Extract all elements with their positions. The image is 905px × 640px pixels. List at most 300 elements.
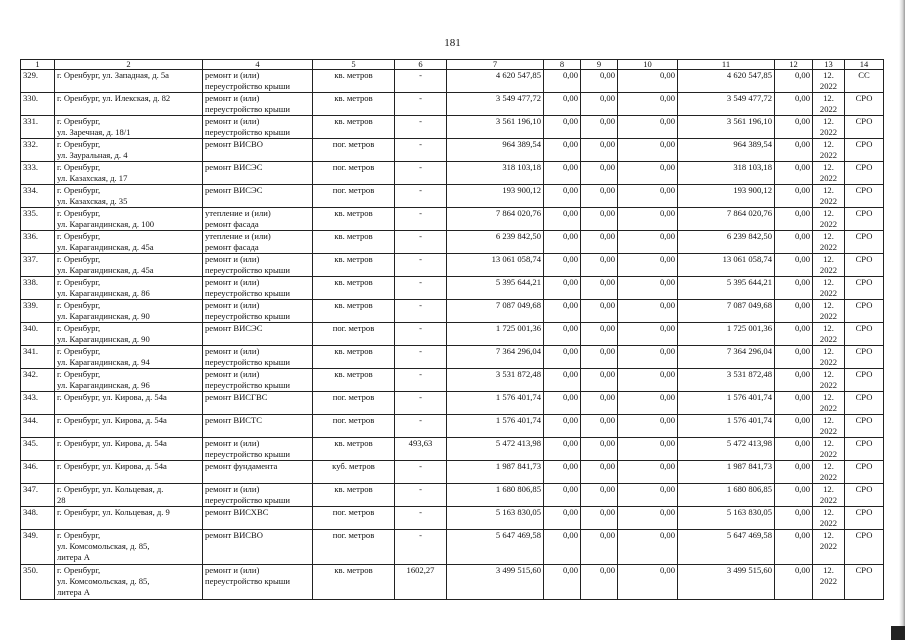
total-cost-cell: 1 576 401,74 — [447, 415, 544, 438]
work-type-cell — [203, 461, 313, 484]
cost-col10-cell: 0,00 — [618, 277, 678, 300]
cost-col11-cell: 13 061 058,74 — [678, 254, 775, 277]
cost-col8-cell: 0,00 — [544, 162, 581, 185]
work-type-cell — [203, 116, 313, 139]
quantity-cell: - — [395, 300, 447, 323]
row-number: 343. — [21, 392, 55, 415]
address-cell-line: ул. Карагандинская, д. 94 — [57, 357, 150, 367]
address-cell-line: г. Оренбург, — [57, 346, 101, 356]
address-cell-line: г. Оренбург, ул. Западная, д. 5а — [57, 70, 169, 80]
table-row — [21, 415, 884, 438]
deadline-cell-line: 12. — [823, 116, 834, 126]
row-number: 336. — [21, 231, 55, 254]
address-cell — [55, 277, 203, 300]
address-cell-line: г. Оренбург, — [57, 231, 101, 241]
deadline-cell-line: 12. — [823, 139, 834, 149]
row-number: 330. — [21, 93, 55, 116]
address-cell-line: г. Оренбург, ул. Кольцевая, д. — [57, 484, 164, 494]
unit-cell: кв. метров — [313, 277, 395, 300]
unit-cell: кв. метров — [313, 300, 395, 323]
cost-col8-cell: 0,00 — [544, 116, 581, 139]
column-header: 4 — [203, 60, 313, 70]
work-type-cell-line: ремонт и (или) — [205, 346, 260, 356]
method-cell: СРО — [845, 438, 884, 461]
address-cell-line: ул. Карагандинская, д. 96 — [57, 380, 150, 390]
address-cell-line: литера А — [57, 587, 90, 597]
total-cost-cell: 4 620 547,85 — [447, 70, 544, 93]
cost-col12-cell: 0,00 — [775, 231, 813, 254]
address-cell-line: ул. Заречная, д. 18/1 — [57, 127, 131, 137]
table-row — [21, 461, 884, 484]
total-cost-cell: 6 239 842,50 — [447, 231, 544, 254]
cost-col12-cell: 0,00 — [775, 438, 813, 461]
total-cost-cell: 3 561 196,10 — [447, 116, 544, 139]
total-cost-cell: 5 647 469,58 — [447, 530, 544, 565]
deadline-cell — [813, 231, 845, 254]
method-cell: СРО — [845, 461, 884, 484]
cost-col9-cell: 0,00 — [581, 392, 618, 415]
cost-col10-cell: 0,00 — [618, 530, 678, 565]
work-type-cell-line: ремонт фасада — [205, 219, 259, 229]
deadline-cell-line: 12. — [823, 565, 834, 575]
work-type-cell — [203, 438, 313, 461]
address-cell-line: литера А — [57, 552, 90, 562]
cost-col10-cell: 0,00 — [618, 254, 678, 277]
column-header: 5 — [313, 60, 395, 70]
cost-col10-cell: 0,00 — [618, 300, 678, 323]
cost-col11-cell: 318 103,18 — [678, 162, 775, 185]
unit-cell: кв. метров — [313, 484, 395, 507]
address-cell — [55, 231, 203, 254]
deadline-cell — [813, 415, 845, 438]
row-number: 345. — [21, 438, 55, 461]
deadline-cell — [813, 438, 845, 461]
work-type-cell — [203, 208, 313, 231]
address-cell — [55, 438, 203, 461]
table-row — [21, 530, 884, 565]
cost-col8-cell: 0,00 — [544, 507, 581, 530]
total-cost-cell: 5 472 413,98 — [447, 438, 544, 461]
cost-col12-cell: 0,00 — [775, 392, 813, 415]
cost-col8-cell: 0,00 — [544, 323, 581, 346]
work-type-cell-line: ремонт и (или) — [205, 277, 260, 287]
cost-col9-cell: 0,00 — [581, 116, 618, 139]
cost-col12-cell: 0,00 — [775, 300, 813, 323]
deadline-cell — [813, 93, 845, 116]
row-number: 338. — [21, 277, 55, 300]
cost-col9-cell: 0,00 — [581, 185, 618, 208]
cost-col11-cell: 5 395 644,21 — [678, 277, 775, 300]
row-number: 350. — [21, 565, 55, 600]
deadline-cell-line: 2022 — [819, 265, 838, 275]
deadline-cell — [813, 323, 845, 346]
cost-col8-cell: 0,00 — [544, 93, 581, 116]
table-row — [21, 277, 884, 300]
unit-cell: пог. метров — [313, 323, 395, 346]
cost-col10-cell: 0,00 — [618, 116, 678, 139]
column-header: 11 — [678, 60, 775, 70]
cost-col8-cell: 0,00 — [544, 438, 581, 461]
quantity-cell: 493,63 — [395, 438, 447, 461]
cost-col11-cell: 964 389,54 — [678, 139, 775, 162]
deadline-cell-line: 2022 — [819, 173, 838, 183]
cost-col11-cell: 1 987 841,73 — [678, 461, 775, 484]
work-type-cell-line: ремонт ВИСВО — [205, 530, 263, 540]
deadline-cell — [813, 277, 845, 300]
cost-col10-cell: 0,00 — [618, 208, 678, 231]
method-cell: СС — [845, 70, 884, 93]
cost-col12-cell: 0,00 — [775, 323, 813, 346]
address-cell-line: ул. Карагандинская, д. 90 — [57, 334, 150, 344]
row-number: 331. — [21, 116, 55, 139]
address-cell-line: ул. Карагандинская, д. 100 — [57, 219, 155, 229]
address-cell — [55, 346, 203, 369]
column-header: 10 — [618, 60, 678, 70]
column-header: 12 — [775, 60, 813, 70]
work-type-cell-line: ремонт фасада — [205, 242, 259, 252]
cost-col10-cell: 0,00 — [618, 346, 678, 369]
work-type-cell — [203, 277, 313, 300]
cost-col9-cell: 0,00 — [581, 530, 618, 565]
unit-cell: пог. метров — [313, 415, 395, 438]
deadline-cell — [813, 461, 845, 484]
work-type-cell-line: ремонт ВИСЭС — [205, 162, 263, 172]
total-cost-cell: 318 103,18 — [447, 162, 544, 185]
work-type-cell — [203, 162, 313, 185]
row-number: 347. — [21, 484, 55, 507]
deadline-cell-line: 12. — [823, 415, 834, 425]
cost-col8-cell: 0,00 — [544, 461, 581, 484]
column-header: 1 — [21, 60, 55, 70]
deadline-cell-line: 12. — [823, 461, 834, 471]
cost-col8-cell: 0,00 — [544, 530, 581, 565]
cost-col10-cell: 0,00 — [618, 565, 678, 600]
work-type-cell-line: ремонт ВИСГВС — [205, 392, 268, 402]
work-type-cell-line: ремонт ВИСЭС — [205, 185, 263, 195]
table-row — [21, 116, 884, 139]
cost-col9-cell: 0,00 — [581, 93, 618, 116]
unit-cell: кв. метров — [313, 208, 395, 231]
deadline-cell-line: 12. — [823, 231, 834, 241]
work-type-cell-line: ремонт ВИСХВС — [205, 507, 269, 517]
cost-col11-cell: 1 576 401,74 — [678, 392, 775, 415]
cost-col9-cell: 0,00 — [581, 461, 618, 484]
table-row — [21, 93, 884, 116]
address-cell — [55, 565, 203, 600]
method-cell: СРО — [845, 116, 884, 139]
work-type-cell-line: переустройство крыши — [205, 380, 290, 390]
quantity-cell: - — [395, 185, 447, 208]
work-type-cell-line: утепление и (или) — [205, 208, 271, 218]
unit-cell: кв. метров — [313, 565, 395, 600]
method-cell: СРО — [845, 254, 884, 277]
deadline-cell — [813, 346, 845, 369]
cost-col12-cell: 0,00 — [775, 369, 813, 392]
address-cell-line: ул. Казахская, д. 17 — [57, 173, 128, 183]
unit-cell: пог. метров — [313, 185, 395, 208]
total-cost-cell: 5 395 644,21 — [447, 277, 544, 300]
cost-col9-cell: 0,00 — [581, 369, 618, 392]
method-cell: СРО — [845, 530, 884, 565]
work-type-cell — [203, 369, 313, 392]
cost-col11-cell: 5 647 469,58 — [678, 530, 775, 565]
address-cell-line: г. Оренбург, — [57, 116, 101, 126]
cost-col10-cell: 0,00 — [618, 185, 678, 208]
row-number: 344. — [21, 415, 55, 438]
column-header: 6 — [395, 60, 447, 70]
work-type-cell-line: ремонт ВИСВО — [205, 139, 263, 149]
row-number: 339. — [21, 300, 55, 323]
quantity-cell: - — [395, 484, 447, 507]
table-row — [21, 507, 884, 530]
deadline-cell-line: 2022 — [819, 104, 838, 114]
quantity-cell: - — [395, 277, 447, 300]
cost-col8-cell: 0,00 — [544, 300, 581, 323]
address-cell — [55, 369, 203, 392]
cost-col10-cell: 0,00 — [618, 93, 678, 116]
total-cost-cell: 5 163 830,05 — [447, 507, 544, 530]
cost-col9-cell: 0,00 — [581, 415, 618, 438]
row-number: 334. — [21, 185, 55, 208]
deadline-cell-line: 2022 — [819, 472, 838, 482]
cost-col9-cell: 0,00 — [581, 139, 618, 162]
row-number: 340. — [21, 323, 55, 346]
cost-col10-cell: 0,00 — [618, 392, 678, 415]
work-type-cell — [203, 300, 313, 323]
cost-col8-cell: 0,00 — [544, 346, 581, 369]
address-cell — [55, 484, 203, 507]
cost-col10-cell: 0,00 — [618, 323, 678, 346]
row-number: 342. — [21, 369, 55, 392]
address-cell-line: г. Оренбург, — [57, 254, 101, 264]
unit-cell: пог. метров — [313, 392, 395, 415]
cost-col9-cell: 0,00 — [581, 277, 618, 300]
quantity-cell: - — [395, 231, 447, 254]
work-type-cell-line: ремонт и (или) — [205, 93, 260, 103]
column-header: 14 — [845, 60, 884, 70]
cost-col12-cell: 0,00 — [775, 530, 813, 565]
cost-col11-cell: 3 531 872,48 — [678, 369, 775, 392]
deadline-cell — [813, 369, 845, 392]
deadline-cell-line: 2022 — [819, 311, 838, 321]
work-type-cell — [203, 392, 313, 415]
work-type-cell-line: переустройство крыши — [205, 576, 290, 586]
deadline-cell-line: 2022 — [819, 196, 838, 206]
cost-col10-cell: 0,00 — [618, 369, 678, 392]
unit-cell: пог. метров — [313, 162, 395, 185]
method-cell: СРО — [845, 93, 884, 116]
quantity-cell: - — [395, 507, 447, 530]
cost-col9-cell: 0,00 — [581, 208, 618, 231]
cost-col10-cell: 0,00 — [618, 139, 678, 162]
column-header: 8 — [544, 60, 581, 70]
method-cell: СРО — [845, 369, 884, 392]
column-header: 9 — [581, 60, 618, 70]
cost-col12-cell: 0,00 — [775, 507, 813, 530]
cost-col12-cell: 0,00 — [775, 116, 813, 139]
method-cell: СРО — [845, 231, 884, 254]
cost-col11-cell: 7 364 296,04 — [678, 346, 775, 369]
cost-col9-cell: 0,00 — [581, 162, 618, 185]
total-cost-cell: 964 389,54 — [447, 139, 544, 162]
cost-col12-cell: 0,00 — [775, 461, 813, 484]
deadline-cell-line: 2022 — [819, 541, 838, 551]
deadline-cell-line: 12. — [823, 438, 834, 448]
row-number: 332. — [21, 139, 55, 162]
cost-col12-cell: 0,00 — [775, 70, 813, 93]
address-cell-line: г. Оренбург, — [57, 185, 101, 195]
address-cell — [55, 162, 203, 185]
address-cell-line: ул. Зауральная, д. 4 — [57, 150, 128, 160]
work-type-cell-line: ремонт и (или) — [205, 369, 260, 379]
work-type-cell-line: переустройство крыши — [205, 311, 290, 321]
work-type-cell — [203, 93, 313, 116]
cost-col11-cell: 5 163 830,05 — [678, 507, 775, 530]
cost-col11-cell: 3 561 196,10 — [678, 116, 775, 139]
deadline-cell — [813, 116, 845, 139]
address-cell-line: ул. Комсомольская, д. 85, — [57, 541, 150, 551]
quantity-cell: - — [395, 162, 447, 185]
quantity-cell: - — [395, 254, 447, 277]
total-cost-cell: 7 864 020,76 — [447, 208, 544, 231]
cost-col12-cell: 0,00 — [775, 185, 813, 208]
quantity-cell: - — [395, 93, 447, 116]
unit-cell: кв. метров — [313, 254, 395, 277]
address-cell-line: г. Оренбург, ул. Кирова, д. 54а — [57, 392, 167, 402]
cost-col8-cell: 0,00 — [544, 415, 581, 438]
deadline-cell-line: 2022 — [819, 288, 838, 298]
deadline-cell-line: 2022 — [819, 150, 838, 160]
cost-col12-cell: 0,00 — [775, 277, 813, 300]
deadline-cell-line: 12. — [823, 369, 834, 379]
table-row — [21, 208, 884, 231]
table-row — [21, 162, 884, 185]
quantity-cell: - — [395, 323, 447, 346]
method-cell: СРО — [845, 277, 884, 300]
address-cell — [55, 116, 203, 139]
address-cell — [55, 530, 203, 565]
row-number: 348. — [21, 507, 55, 530]
deadline-cell-line: 2022 — [819, 403, 838, 413]
cost-col8-cell: 0,00 — [544, 70, 581, 93]
deadline-cell — [813, 300, 845, 323]
unit-cell: кв. метров — [313, 346, 395, 369]
work-type-cell — [203, 530, 313, 565]
total-cost-cell: 1 987 841,73 — [447, 461, 544, 484]
row-number: 335. — [21, 208, 55, 231]
capital-repair-table — [20, 59, 884, 600]
work-type-cell-line: переустройство крыши — [205, 104, 290, 114]
unit-cell: кв. метров — [313, 116, 395, 139]
row-number: 329. — [21, 70, 55, 93]
total-cost-cell: 1 680 806,85 — [447, 484, 544, 507]
address-cell — [55, 323, 203, 346]
cost-col10-cell: 0,00 — [618, 438, 678, 461]
address-cell-line: г. Оренбург, — [57, 277, 101, 287]
work-type-cell — [203, 484, 313, 507]
address-cell-line: ул. Карагандинская, д. 45а — [57, 265, 154, 275]
deadline-cell-line: 12. — [823, 530, 834, 540]
work-type-cell-line: ремонт ВИСЭС — [205, 323, 263, 333]
work-type-cell — [203, 565, 313, 600]
method-cell: СРО — [845, 208, 884, 231]
deadline-cell-line: 12. — [823, 208, 834, 218]
deadline-cell-line: 12. — [823, 277, 834, 287]
total-cost-cell: 193 900,12 — [447, 185, 544, 208]
method-cell: СРО — [845, 484, 884, 507]
row-number: 349. — [21, 530, 55, 565]
cost-col10-cell: 0,00 — [618, 415, 678, 438]
cost-col9-cell: 0,00 — [581, 484, 618, 507]
quantity-cell: - — [395, 392, 447, 415]
deadline-cell-line: 2022 — [819, 81, 838, 91]
cost-col11-cell: 5 472 413,98 — [678, 438, 775, 461]
deadline-cell-line: 2022 — [819, 334, 838, 344]
cost-col10-cell: 0,00 — [618, 484, 678, 507]
total-cost-cell: 1 576 401,74 — [447, 392, 544, 415]
address-cell — [55, 185, 203, 208]
row-number: 337. — [21, 254, 55, 277]
scan-corner-mark — [891, 626, 905, 640]
deadline-cell-line: 12. — [823, 93, 834, 103]
unit-cell: кв. метров — [313, 369, 395, 392]
address-cell-line: г. Оренбург, — [57, 530, 101, 540]
deadline-cell — [813, 565, 845, 600]
table-row — [21, 70, 884, 93]
table-row — [21, 484, 884, 507]
address-cell-line: г. Оренбург, ул. Кольцевая, д. 9 — [57, 507, 170, 517]
cost-col8-cell: 0,00 — [544, 231, 581, 254]
address-cell-line: 28 — [57, 495, 66, 505]
deadline-cell-line: 12. — [823, 254, 834, 264]
address-cell-line: ул. Карагандинская, д. 45а — [57, 242, 154, 252]
deadline-cell-line: 12. — [823, 507, 834, 517]
work-type-cell-line: ремонт и (или) — [205, 300, 260, 310]
cost-col11-cell: 4 620 547,85 — [678, 70, 775, 93]
address-cell-line: г. Оренбург, ул. Кирова, д. 54а — [57, 438, 167, 448]
cost-col8-cell: 0,00 — [544, 392, 581, 415]
work-type-cell-line: ремонт и (или) — [205, 254, 260, 264]
cost-col12-cell: 0,00 — [775, 208, 813, 231]
address-cell — [55, 208, 203, 231]
cost-col9-cell: 0,00 — [581, 346, 618, 369]
page-number: 181 — [444, 37, 461, 49]
deadline-cell-line: 2022 — [819, 449, 838, 459]
method-cell: СРО — [845, 162, 884, 185]
work-type-cell — [203, 507, 313, 530]
cost-col12-cell: 0,00 — [775, 415, 813, 438]
cost-col12-cell: 0,00 — [775, 93, 813, 116]
table-row — [21, 438, 884, 461]
column-header: 13 — [813, 60, 845, 70]
table-row — [21, 323, 884, 346]
deadline-cell-line: 12. — [823, 484, 834, 494]
cost-col12-cell: 0,00 — [775, 346, 813, 369]
cost-col11-cell: 1 725 001,36 — [678, 323, 775, 346]
address-cell-line: г. Оренбург, ул. Илекская, д. 82 — [57, 93, 171, 103]
header-row — [21, 60, 884, 70]
cost-col9-cell: 0,00 — [581, 507, 618, 530]
total-cost-cell: 7 087 049,68 — [447, 300, 544, 323]
address-cell-line: г. Оренбург, — [57, 162, 101, 172]
address-cell-line: ул. Казахская, д. 35 — [57, 196, 128, 206]
address-cell — [55, 139, 203, 162]
quantity-cell: - — [395, 139, 447, 162]
total-cost-cell: 3 549 477,72 — [447, 93, 544, 116]
cost-col9-cell: 0,00 — [581, 231, 618, 254]
cost-col11-cell: 7 864 020,76 — [678, 208, 775, 231]
cost-col12-cell: 0,00 — [775, 254, 813, 277]
